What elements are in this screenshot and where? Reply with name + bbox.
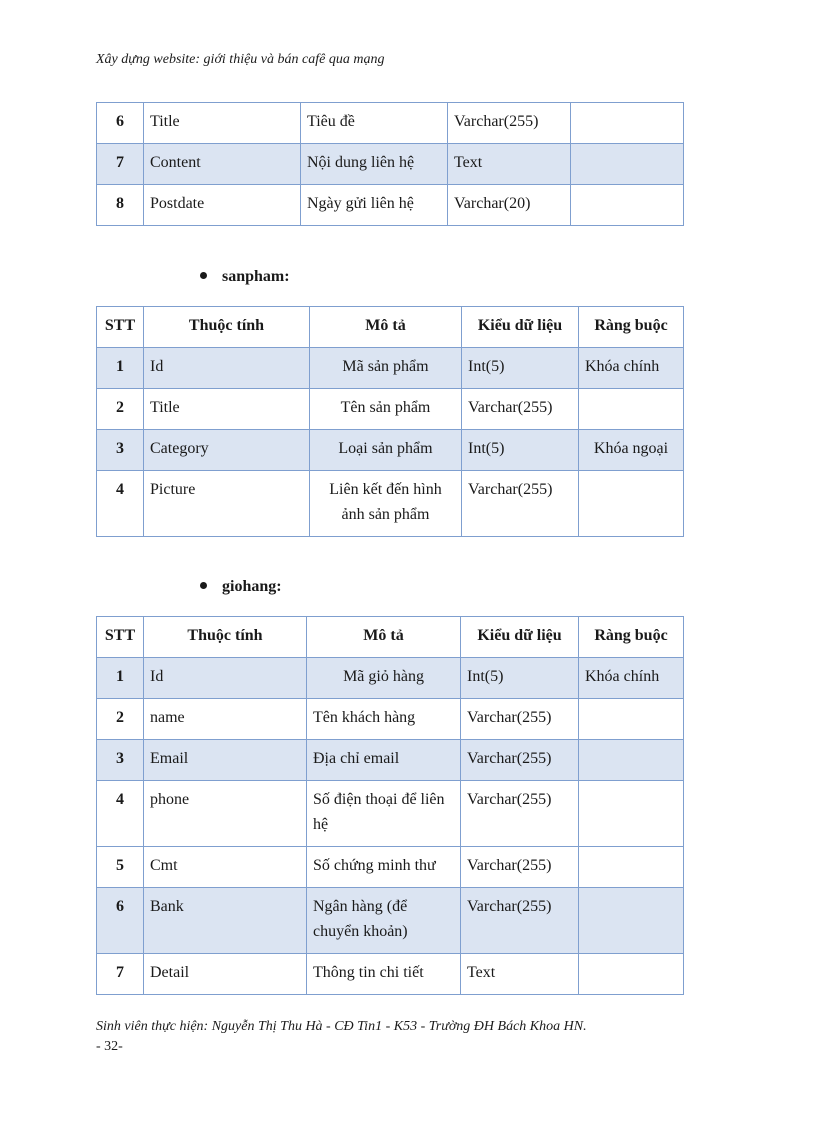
table-row <box>97 430 684 471</box>
constraint-cell <box>579 699 684 740</box>
giohang-heading <box>200 578 282 596</box>
attribute-cell: Category <box>144 430 310 471</box>
stt-cell: 3 <box>97 740 144 781</box>
description-cell: Tiêu đề <box>301 103 448 144</box>
type-cell: Int(5) <box>462 348 579 389</box>
description-cell: Số điện thoại để liên hệ <box>307 781 461 847</box>
table-row <box>97 740 684 781</box>
table-row <box>97 471 684 537</box>
table-row <box>97 144 684 185</box>
stt-cell: 4 <box>97 471 144 537</box>
type-cell: Varchar(255) <box>461 740 579 781</box>
stt-cell: 6 <box>97 103 144 144</box>
description-cell: Địa chỉ email <box>307 740 461 781</box>
attribute-cell: Content <box>144 144 301 185</box>
type-cell: Varchar(20) <box>448 185 571 226</box>
table-row <box>97 781 684 847</box>
type-cell: Varchar(255) <box>461 888 579 954</box>
type-cell: Varchar(255) <box>461 699 579 740</box>
description-cell: Mã giỏ hàng <box>307 658 461 699</box>
type-cell: Varchar(255) <box>461 781 579 847</box>
table-row <box>97 103 684 144</box>
constraint-cell <box>579 954 684 995</box>
stt-cell: 1 <box>97 348 144 389</box>
attribute-cell: Picture <box>144 471 310 537</box>
table-row <box>97 847 684 888</box>
table-row <box>97 699 684 740</box>
header-type: Kiểu dữ liệu <box>462 307 579 348</box>
stt-cell: 2 <box>97 699 144 740</box>
type-cell: Varchar(255) <box>462 389 579 430</box>
description-cell: Ngân hàng (để chuyển khoản) <box>307 888 461 954</box>
header-stt: STT <box>97 617 144 658</box>
table-row <box>97 185 684 226</box>
stt-cell: 7 <box>97 954 144 995</box>
constraint-cell <box>571 103 684 144</box>
attribute-cell: Email <box>144 740 307 781</box>
constraint-cell <box>571 144 684 185</box>
page-footer: Sinh viên thực hiện: Nguyễn Thị Thu Hà - CĐ Tin1 - K53 - Trường ĐH Bách Khoa HN. <box>96 1019 587 1034</box>
stt-cell: 3 <box>97 430 144 471</box>
stt-cell: 7 <box>97 144 144 185</box>
sanpham-title: sanpham: <box>222 268 290 285</box>
table-row <box>97 348 684 389</box>
constraint-cell <box>579 781 684 847</box>
attribute-cell: Cmt <box>144 847 307 888</box>
description-cell: Liên kết đến hình ảnh sản phẩm <box>310 471 462 537</box>
type-cell: Varchar(255) <box>461 847 579 888</box>
description-cell: Ngày gửi liên hệ <box>301 185 448 226</box>
bullet-icon <box>200 582 207 589</box>
constraint-cell <box>579 740 684 781</box>
type-cell: Varchar(255) <box>462 471 579 537</box>
header-attribute: Thuộc tính <box>144 617 307 658</box>
type-cell: Int(5) <box>461 658 579 699</box>
attribute-cell: Id <box>144 658 307 699</box>
description-cell: Loại sản phẩm <box>310 430 462 471</box>
page-number: - 32- <box>96 1039 123 1054</box>
attribute-cell: Title <box>144 389 310 430</box>
attribute-cell: name <box>144 699 307 740</box>
constraint-cell: Khóa chính <box>579 348 684 389</box>
stt-cell: 2 <box>97 389 144 430</box>
stt-cell: 5 <box>97 847 144 888</box>
constraint-cell <box>579 847 684 888</box>
constraint-cell: Khóa ngoại <box>579 430 684 471</box>
contact-table-continued <box>96 102 684 226</box>
header-constraint: Ràng buộc <box>579 307 684 348</box>
description-cell: Số chứng minh thư <box>307 847 461 888</box>
header-description: Mô tả <box>310 307 462 348</box>
attribute-cell: Title <box>144 103 301 144</box>
stt-cell: 4 <box>97 781 144 847</box>
type-cell: Text <box>461 954 579 995</box>
description-cell: Thông tin chi tiết <box>307 954 461 995</box>
header-constraint: Ràng buộc <box>579 617 684 658</box>
stt-cell: 6 <box>97 888 144 954</box>
giohang-title: giohang: <box>222 578 282 595</box>
bullet-icon <box>200 272 207 279</box>
constraint-cell: Khóa chính <box>579 658 684 699</box>
type-cell: Varchar(255) <box>448 103 571 144</box>
stt-cell: 8 <box>97 185 144 226</box>
header-description: Mô tả <box>307 617 461 658</box>
attribute-cell: Detail <box>144 954 307 995</box>
description-cell: Nội dung liên hệ <box>301 144 448 185</box>
header-stt: STT <box>97 307 144 348</box>
sanpham-table <box>96 306 684 537</box>
sanpham-heading <box>200 268 290 286</box>
page-header: Xây dựng website: giới thiệu và bán cafê qua mạng <box>96 52 385 67</box>
attribute-cell: Id <box>144 348 310 389</box>
description-cell: Tên sản phẩm <box>310 389 462 430</box>
constraint-cell <box>579 389 684 430</box>
description-cell: Tên khách hàng <box>307 699 461 740</box>
table-header-row <box>97 307 684 348</box>
table-row <box>97 658 684 699</box>
constraint-cell <box>579 888 684 954</box>
type-cell: Int(5) <box>462 430 579 471</box>
giohang-table <box>96 616 684 995</box>
description-cell: Mã sản phẩm <box>310 348 462 389</box>
constraint-cell <box>579 471 684 537</box>
table-row <box>97 954 684 995</box>
table-row <box>97 888 684 954</box>
stt-cell: 1 <box>97 658 144 699</box>
type-cell: Text <box>448 144 571 185</box>
attribute-cell: phone <box>144 781 307 847</box>
header-attribute: Thuộc tính <box>144 307 310 348</box>
attribute-cell: Bank <box>144 888 307 954</box>
table-row <box>97 389 684 430</box>
header-type: Kiểu dữ liệu <box>461 617 579 658</box>
constraint-cell <box>571 185 684 226</box>
attribute-cell: Postdate <box>144 185 301 226</box>
table-header-row <box>97 617 684 658</box>
